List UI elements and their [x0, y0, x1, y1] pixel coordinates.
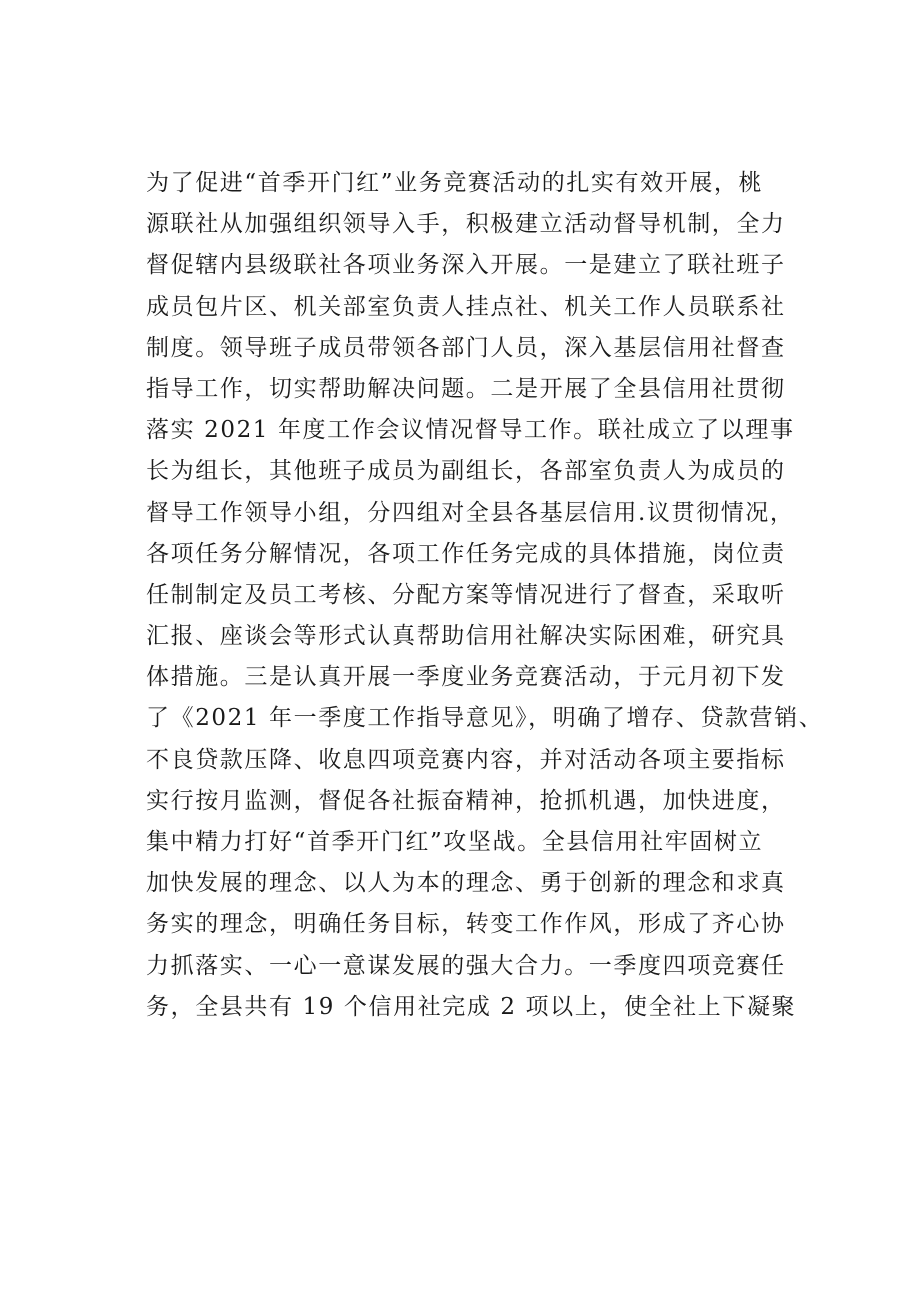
text-line: 实行按月监测，督促各社振奋精神，抢抓机遇，加快进度，	[146, 787, 786, 814]
text-line: 成员包片区、机关部室负责人挂点社、机关工作人员联系社	[146, 293, 786, 320]
text-line: 务实的理念，明确任务目标，转变工作作风，形成了齐心协	[146, 911, 786, 938]
text-line: 汇报、座谈会等形式认真帮助信用社解决实际困难，研究具	[146, 623, 786, 650]
text-line: 加快发展的理念、以人为本的理念、勇于创新的理念和求真	[146, 870, 786, 897]
text-line: 源联社从加强组织领导入手，积极建立活动督导机制，全力	[146, 211, 786, 238]
text-line: 督促辖内县级联社各项业务深入开展。一是建立了联社班子	[146, 252, 786, 279]
text-line: 体措施。三是认真开展一季度业务竞赛活动，于元月初下发	[146, 664, 786, 691]
text-line: 各项任务分解情况，各项工作任务完成的具体措施，岗位责	[146, 540, 786, 567]
text-line: 任制制定及员工考核、分配方案等情况进行了督查，采取听	[146, 581, 786, 608]
text-line: 了《2021 年一季度工作指导意见》，明确了增存、贷款营销、	[146, 705, 824, 732]
text-line: 不良贷款压降、收息四项竞赛内容，并对活动各项主要指标	[146, 746, 786, 773]
text-line: 集中精力打好“首季开门红”攻坚战。全县信用社牢固树立	[146, 829, 764, 855]
text-line: 力抓落实、一心一意谋发展的强大合力。一季度四项竞赛任	[146, 952, 786, 979]
text-line: 长为组长，其他班子成员为副组长，各部室负责人为成员的	[146, 458, 786, 485]
text-line: 落实 2021 年度工作会议情况督导工作。联社成立了以理事	[146, 417, 795, 444]
text-line: 指导工作，切实帮助解决问题。二是开展了全县信用社贯彻	[146, 375, 786, 402]
text-line: 务，全县共有 19 个信用社完成 2 项以上，使全社上下凝聚	[146, 993, 797, 1020]
body-paragraph	[146, 163, 824, 1028]
text-line: 为了促进“首季开门红”业务竞赛活动的扎实有效开展，桃	[146, 170, 764, 196]
text-line: 督导工作领导小组，分四组对全县各基层信用.议贯彻情况，	[146, 499, 795, 526]
text-line: 制度。领导班子成员带领各部门人员，深入基层信用社督查	[146, 334, 786, 361]
